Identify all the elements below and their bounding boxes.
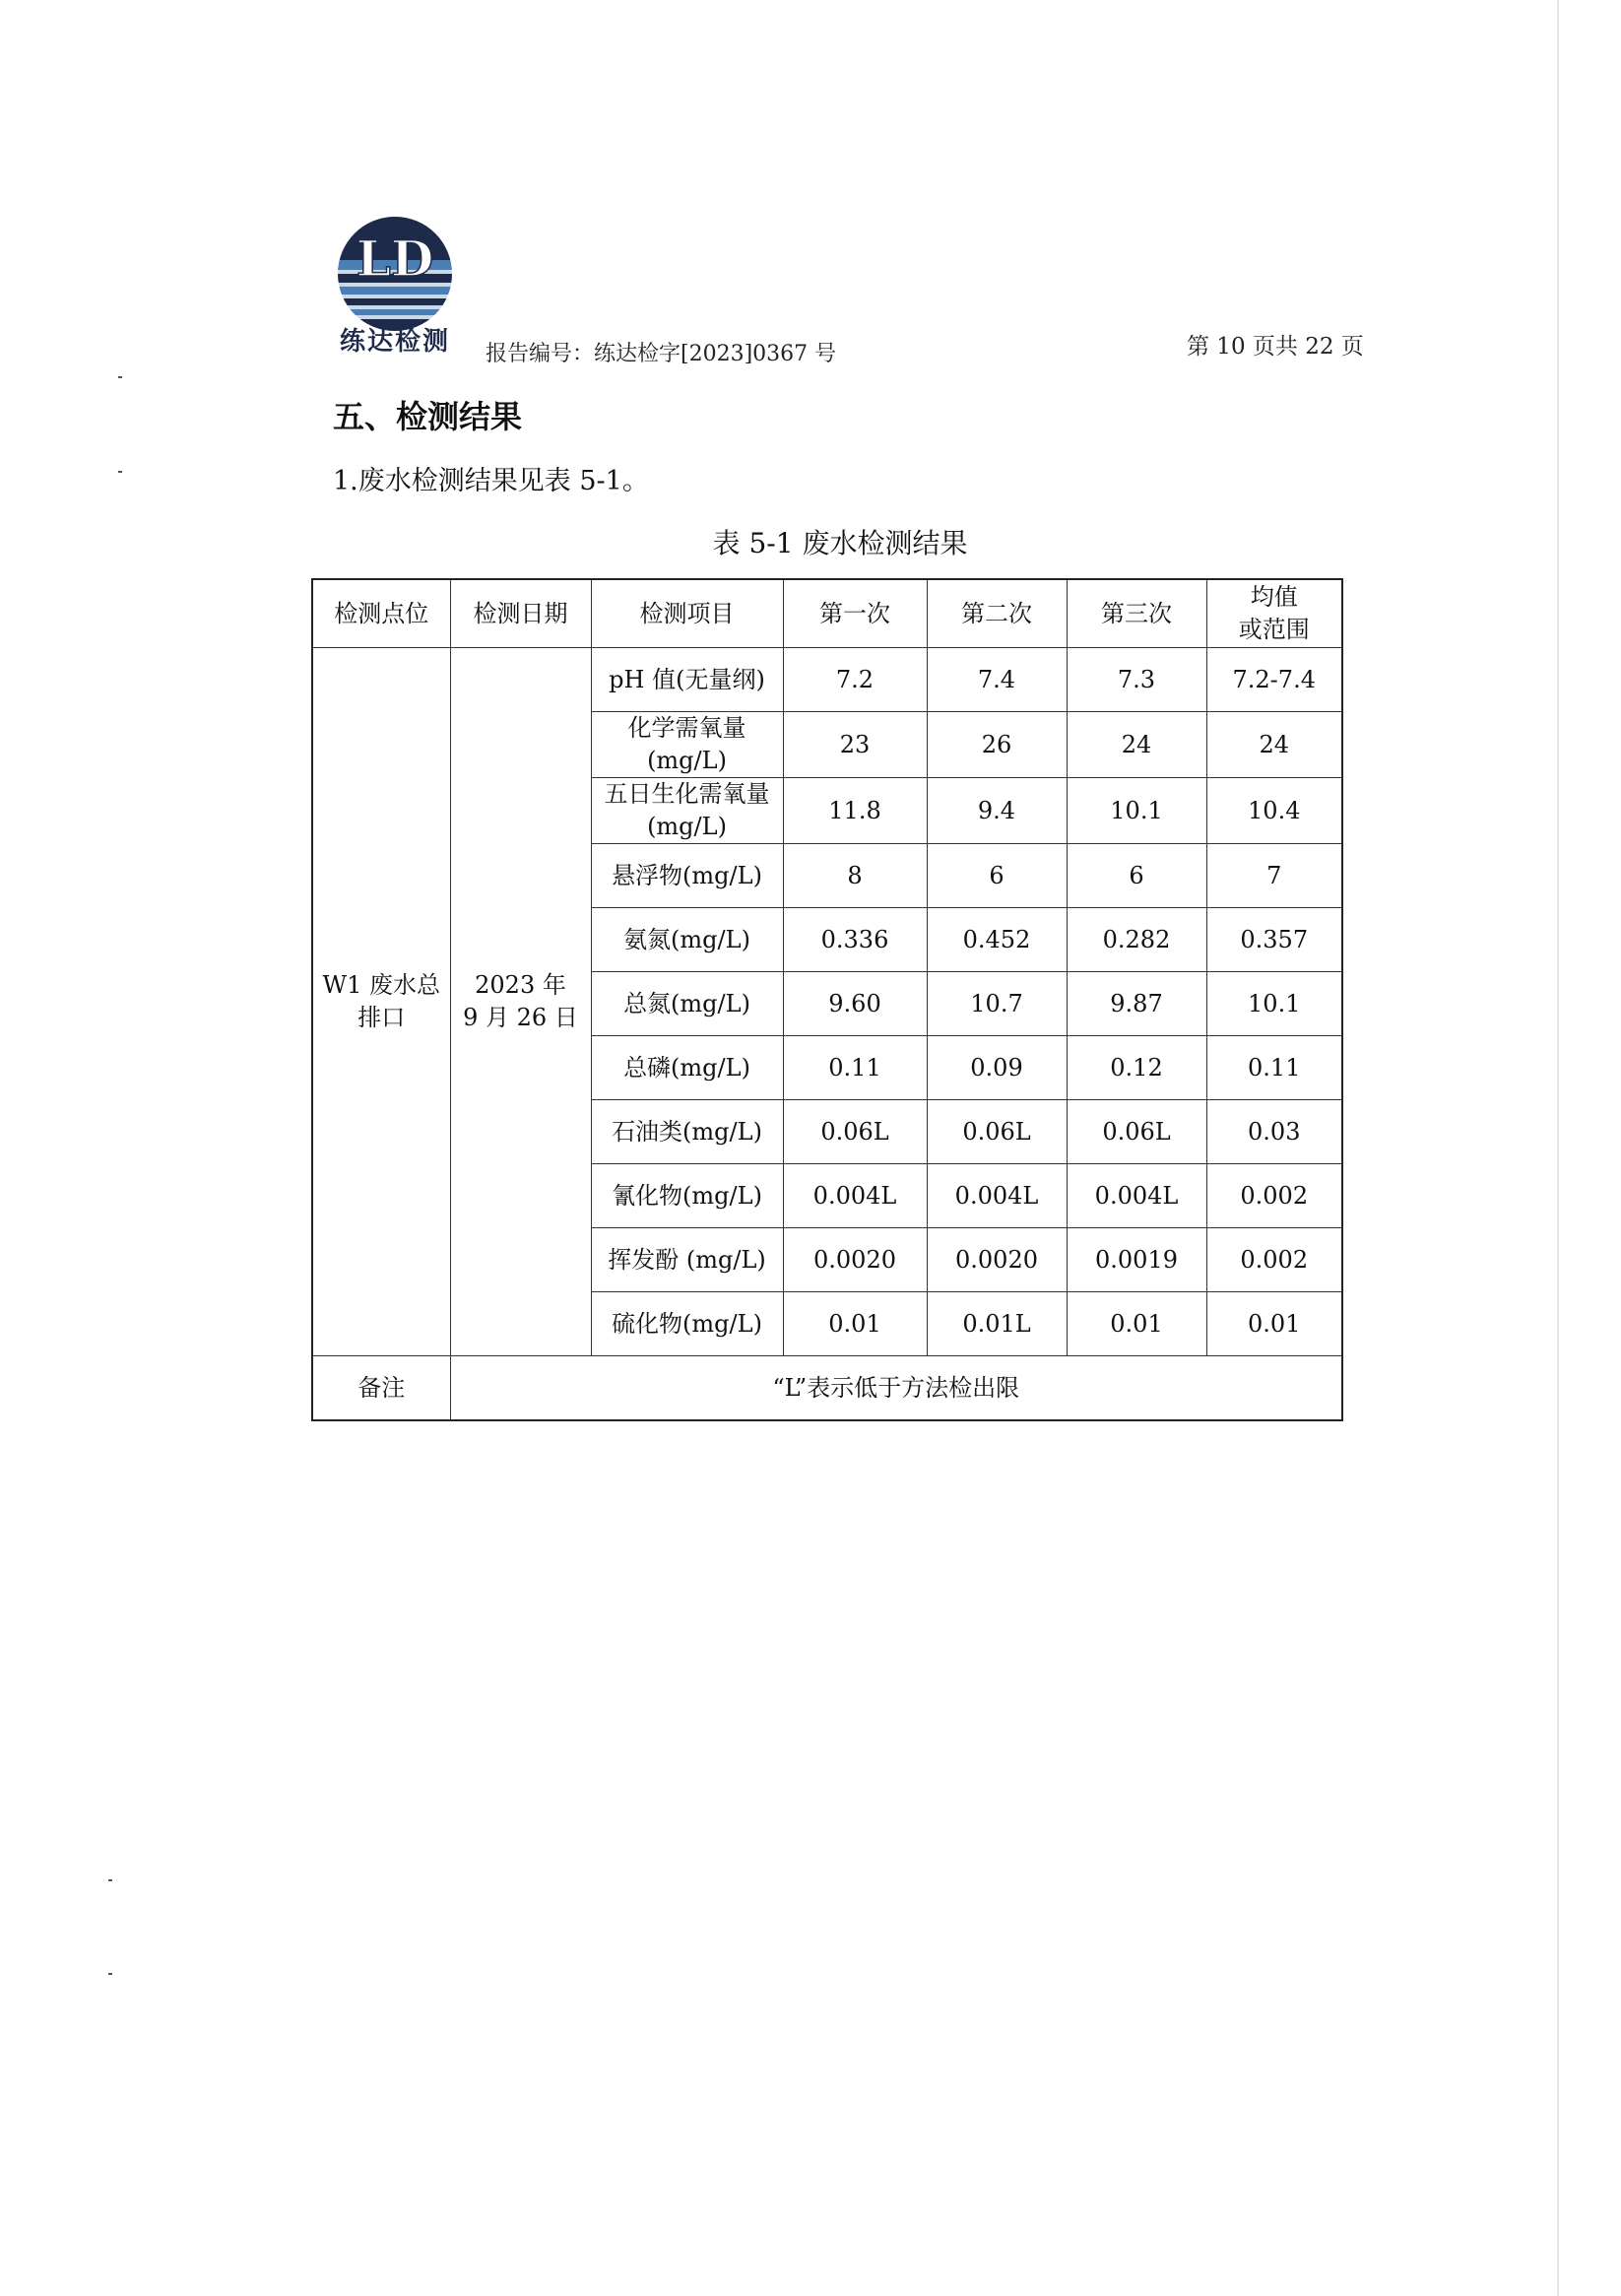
value-cell: 0.09 bbox=[927, 1036, 1067, 1100]
scan-mark bbox=[118, 471, 122, 473]
value-cell: 23 bbox=[783, 712, 927, 778]
value-cell: 6 bbox=[927, 844, 1067, 908]
location-cell bbox=[312, 648, 450, 1356]
scan-mark bbox=[118, 376, 122, 378]
page-number: 第 10 页共 22 页 bbox=[1187, 334, 1364, 360]
value-cell: 0.0020 bbox=[783, 1228, 927, 1292]
header-cell: 第一次 bbox=[783, 579, 927, 648]
value-cell: 0.452 bbox=[927, 908, 1067, 972]
scan-mark bbox=[108, 1973, 112, 1975]
value-cell: 9.4 bbox=[927, 778, 1067, 844]
logo-name: 练达检测 bbox=[339, 327, 450, 357]
scan-mark bbox=[108, 1879, 112, 1881]
item-line: (mg/L) bbox=[647, 813, 727, 840]
header-line: 均值 bbox=[1250, 583, 1298, 611]
date-cell bbox=[450, 648, 591, 1356]
value-cell: 0.336 bbox=[783, 908, 927, 972]
table-row bbox=[312, 648, 1342, 712]
value-cell: 9.87 bbox=[1067, 972, 1206, 1036]
item-cell bbox=[591, 778, 783, 844]
item-line: 五日生化需氧量 bbox=[604, 780, 770, 808]
value-cell: 0.06L bbox=[927, 1100, 1067, 1164]
header-cell: 第二次 bbox=[927, 579, 1067, 648]
item-cell: 氰化物(mg/L) bbox=[591, 1164, 783, 1228]
header-cell: 第三次 bbox=[1067, 579, 1206, 648]
value-cell: 0.11 bbox=[783, 1036, 927, 1100]
value-cell: 0.06L bbox=[783, 1100, 927, 1164]
date-line: 2023 年 bbox=[475, 971, 566, 999]
value-cell: 0.004L bbox=[783, 1164, 927, 1228]
value-cell: 7.4 bbox=[927, 648, 1067, 712]
item-cell: 挥发酚 (mg/L) bbox=[591, 1228, 783, 1292]
avg-cell: 7 bbox=[1206, 844, 1342, 908]
value-cell: 0.01 bbox=[1067, 1292, 1206, 1356]
value-cell: 10.7 bbox=[927, 972, 1067, 1036]
item-cell: 硫化物(mg/L) bbox=[591, 1292, 783, 1356]
section-title: 五、检测结果 bbox=[333, 398, 523, 435]
item-cell: 石油类(mg/L) bbox=[591, 1100, 783, 1164]
avg-cell: 10.1 bbox=[1206, 972, 1342, 1036]
value-cell: 8 bbox=[783, 844, 927, 908]
header-cell: 检测点位 bbox=[312, 579, 450, 648]
value-cell: 0.0019 bbox=[1067, 1228, 1206, 1292]
page-edge-line bbox=[1557, 0, 1559, 2296]
value-cell: 0.0020 bbox=[927, 1228, 1067, 1292]
svg-text:LD: LD bbox=[356, 230, 434, 288]
value-cell: 26 bbox=[927, 712, 1067, 778]
value-cell: 7.2 bbox=[783, 648, 927, 712]
avg-cell: 24 bbox=[1206, 712, 1342, 778]
item-cell bbox=[591, 712, 783, 778]
value-cell: 9.60 bbox=[783, 972, 927, 1036]
item-cell: 总磷(mg/L) bbox=[591, 1036, 783, 1100]
note-label: 备注 bbox=[312, 1356, 450, 1421]
value-cell: 0.282 bbox=[1067, 908, 1206, 972]
date-line: 9 月 26 日 bbox=[463, 1004, 578, 1031]
value-cell: 0.004L bbox=[927, 1164, 1067, 1228]
avg-cell: 0.01 bbox=[1206, 1292, 1342, 1356]
header-line: 或范围 bbox=[1238, 616, 1310, 643]
table-header-row bbox=[312, 579, 1342, 648]
avg-cell: 0.002 bbox=[1206, 1164, 1342, 1228]
results-table bbox=[311, 578, 1343, 1421]
value-cell: 0.01L bbox=[927, 1292, 1067, 1356]
avg-cell: 0.11 bbox=[1206, 1036, 1342, 1100]
value-cell: 0.06L bbox=[1067, 1100, 1206, 1164]
item-line: 化学需氧量 bbox=[627, 714, 746, 742]
header-cell: 检测日期 bbox=[450, 579, 591, 648]
item-line: (mg/L) bbox=[647, 747, 727, 774]
value-cell: 7.3 bbox=[1067, 648, 1206, 712]
avg-cell: 0.03 bbox=[1206, 1100, 1342, 1164]
report-number: 报告编号：练达检字[2023]0367 号 bbox=[486, 342, 837, 366]
intro-text: 1.废水检测结果见表 5-1。 bbox=[333, 466, 649, 496]
avg-cell: 0.357 bbox=[1206, 908, 1342, 972]
value-cell: 0.12 bbox=[1067, 1036, 1206, 1100]
location-line: W1 废水总 bbox=[322, 971, 441, 999]
item-cell: 悬浮物(mg/L) bbox=[591, 844, 783, 908]
avg-cell: 10.4 bbox=[1206, 778, 1342, 844]
value-cell: 10.1 bbox=[1067, 778, 1206, 844]
item-cell: 总氮(mg/L) bbox=[591, 972, 783, 1036]
value-cell: 0.01 bbox=[783, 1292, 927, 1356]
note-row bbox=[312, 1356, 1342, 1421]
item-cell: pH 值(无量纲) bbox=[591, 648, 783, 712]
table-caption: 表 5-1 废水检测结果 bbox=[712, 527, 968, 559]
location-line: 排口 bbox=[357, 1004, 406, 1031]
value-cell: 24 bbox=[1067, 712, 1206, 778]
item-cell: 氨氮(mg/L) bbox=[591, 908, 783, 972]
value-cell: 6 bbox=[1067, 844, 1206, 908]
value-cell: 0.004L bbox=[1067, 1164, 1206, 1228]
header-cell: 检测项目 bbox=[591, 579, 783, 648]
avg-cell: 7.2-7.4 bbox=[1206, 648, 1342, 712]
avg-cell: 0.002 bbox=[1206, 1228, 1342, 1292]
value-cell: 11.8 bbox=[783, 778, 927, 844]
header-cell bbox=[1206, 579, 1342, 648]
note-text: “L”表示低于方法检出限 bbox=[450, 1356, 1342, 1421]
